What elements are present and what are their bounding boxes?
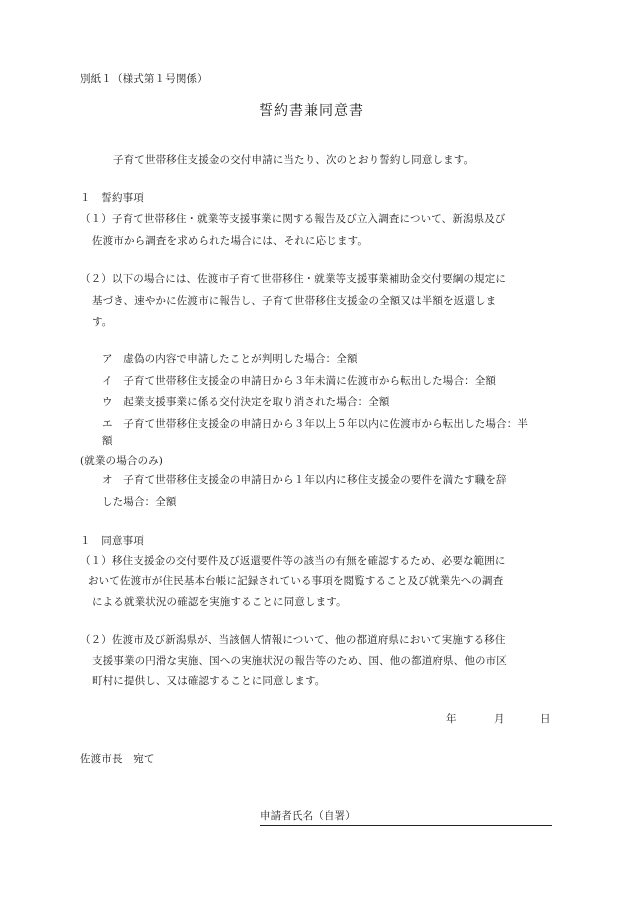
repayment-case-a: ア 虚偽の内容で申請したことが判明した場合：全額	[102, 353, 358, 365]
consent-item-2-line-2: 支援事業の円滑な実施、国への実施状況の報告等のため、国、他の都道府県、他の市区	[92, 655, 507, 667]
repayment-case-o-line-1: オ 子育て世帯移住支援金の申請日から１年以内に移住支援金の要件を満たす職を辞	[102, 474, 507, 486]
intro-text: 子育て世帯移住支援金の交付申請に当たり、次のとおり誓約し同意します。	[113, 154, 475, 166]
date-day-label: 日	[540, 713, 551, 725]
pledge-item-2-line-3: す。	[92, 316, 113, 328]
date-year-label: 年	[446, 713, 457, 725]
pledge-item-2-line-2: 基づき、速やかに佐渡市に報告し、子育て世帯移住支援金の全額又は半額を返還しま	[92, 295, 497, 307]
consent-item-1-line-1: （１）移住支援金の交付要件及び返還要件等の該当の有無を確認するため、必要な範囲に	[80, 555, 506, 567]
employment-note: (就業の場合のみ)	[80, 455, 164, 467]
consent-item-1-line-3: による就業状況の確認を実施することに同意します。	[92, 596, 347, 608]
section-consent-heading: １ 同意事項	[80, 535, 144, 547]
signature-label: 申請者氏名（自署）	[260, 810, 356, 822]
signature-line	[260, 825, 552, 826]
pledge-item-1-line-2: 佐渡市から調査を求められた場合には、それに応じます。	[92, 235, 369, 247]
form-reference: 別紙１（様式第１号関係）	[80, 73, 208, 85]
pledge-item-2-line-1: （２）以下の場合には、佐渡市子育て世帯移住・就業等支援事業補助金交付要綱の規定に	[80, 273, 506, 285]
pledge-item-1-line-1: （１）子育て世帯移住・就業等支援事業に関する報告及び立入調査について、新潟県及び	[80, 213, 506, 225]
repayment-case-e-line-1: エ 子育て世帯移住支援金の申請日から３年以上５年以内に佐渡市から転出した場合：半	[102, 418, 528, 430]
date-month-label: 月	[494, 713, 505, 725]
document-title: 誓約書兼同意書	[259, 103, 364, 119]
consent-item-2-line-3: 町村に提供し、又は確認することに同意します。	[92, 675, 326, 687]
repayment-case-o-line-2: した場合：全額	[102, 496, 177, 508]
repayment-case-u: ウ 起業支援事業に係る交付決定を取り消された場合：全額	[102, 396, 390, 408]
consent-item-1-line-2: おいて佐渡市が住民基本台帳に記録されている事項を閲覧すること及び就業先への調査	[88, 575, 504, 587]
section-pledge-heading: １ 誓約事項	[80, 192, 144, 204]
repayment-case-e-line-2: 額	[102, 435, 113, 447]
repayment-case-i: イ 子育て世帯移住支援金の申請日から３年未満に佐渡市から転出した場合：全額	[102, 375, 497, 387]
addressee: 佐渡市長 宛て	[80, 753, 155, 765]
consent-item-2-line-1: （２）佐渡市及び新潟県が、当該個人情報について、他の都道府県において実施する移住	[80, 634, 506, 646]
